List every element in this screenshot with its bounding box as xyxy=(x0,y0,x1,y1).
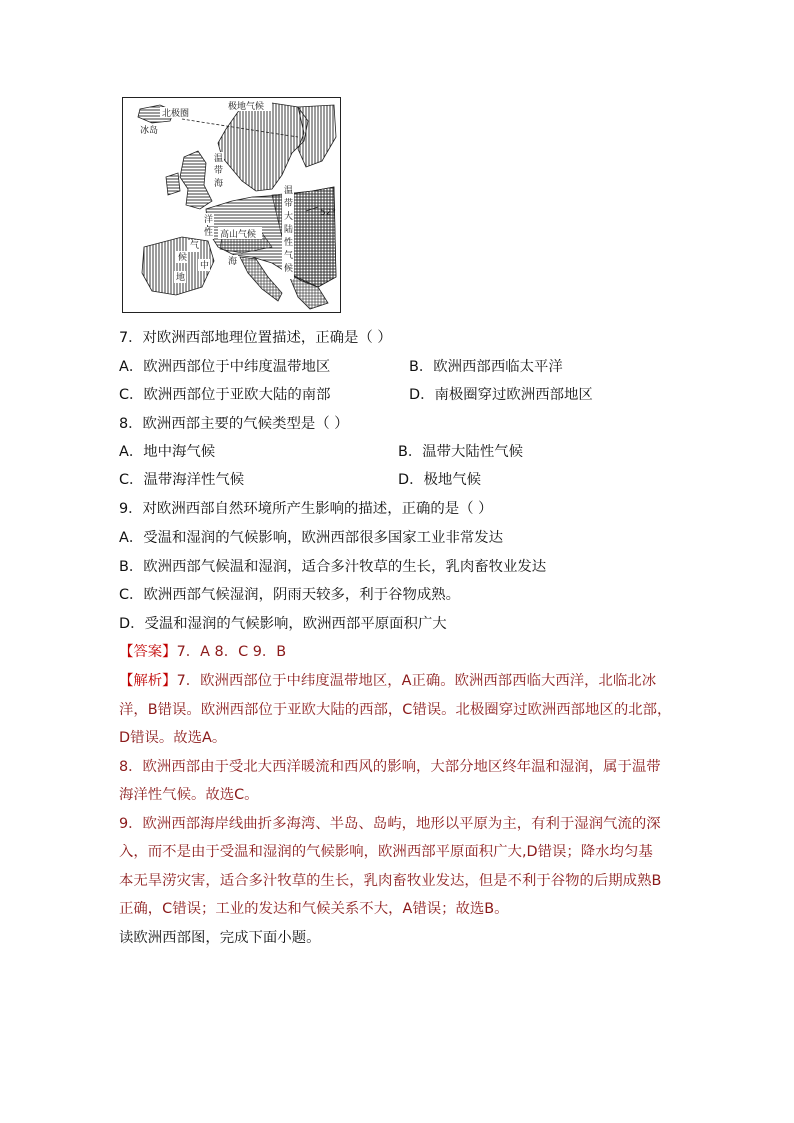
label-temperate-continental xyxy=(282,183,294,279)
question-9-option-c: C．欧洲西部气候湿润，阴雨天较多，利于谷物成熟。 xyxy=(119,587,461,603)
question-9-option-d: D．受温和湿润的气候影响，欧洲西部平原面积广大 xyxy=(119,616,447,632)
svg-text:温: 温 xyxy=(284,186,294,196)
question-7-stem: 7．对欧洲西部地理位置描述，正确是（ ） xyxy=(119,330,392,346)
svg-text:带: 带 xyxy=(284,199,294,209)
label-arctic-circle: 北极圈 xyxy=(162,109,190,119)
svg-text:海: 海 xyxy=(214,179,224,189)
analysis-tag: 【解析】 xyxy=(119,673,177,689)
question-8-option-c: C．温带海洋性气候 xyxy=(119,472,245,488)
svg-text:带: 带 xyxy=(214,166,224,176)
svg-text:候: 候 xyxy=(178,253,188,263)
analysis-line-2: 洋，B错误。欧洲西部位于亚欧大陆的西部，C错误。北极圈穿过欧洲西部地区的北部， xyxy=(119,702,672,718)
ireland-shape xyxy=(166,173,180,195)
question-9-option-a: A．受温和湿润的气候影响，欧洲西部很多国家工业非常发达 xyxy=(119,530,504,546)
europe-climate-map xyxy=(122,97,341,313)
next-question-prompt: 读欧洲西部图，完成下面小题。 xyxy=(119,930,321,946)
question-8-option-b: B．温带大陆性气候 xyxy=(398,444,523,460)
svg-text:陆: 陆 xyxy=(284,225,294,235)
svg-text:洋: 洋 xyxy=(204,215,214,225)
label-arctic-climate: 极地气候 xyxy=(228,102,265,112)
svg-text:气: 气 xyxy=(190,241,200,251)
question-7-option-c: C．欧洲西部位于亚欧大陆的南部 xyxy=(119,387,331,403)
analysis-line-4: 8．欧洲西部由于受北大西洋暖流和西风的影响，大部分地区终年温和湿润，属于温带 xyxy=(119,759,661,775)
question-9-option-b: B．欧洲西部气候温和湿润，适合多汁牧草的生长，乳肉畜牧业发达 xyxy=(119,559,547,575)
answer-line xyxy=(119,642,286,662)
label-latitude: 52° xyxy=(320,208,336,218)
map-svg xyxy=(122,97,341,313)
analysis-line-7: 入，而不是由于受温和湿润的气候影响，欧洲西部平原面积广大,D错误；降水均匀基 xyxy=(119,844,653,860)
answer-tag: 【答案】 xyxy=(119,644,177,660)
answer-text: 7．A 8．C 9．B xyxy=(176,644,287,660)
question-7-option-d: D．南极圈穿过欧洲西部地区 xyxy=(409,387,593,403)
analysis-line-9: 正确，C错误；工业的发达和气候关系不大，A错误；故选B。 xyxy=(119,901,509,917)
analysis-line-3: D错误。故选A。 xyxy=(119,730,227,746)
analysis-line-6: 9．欧洲西部海岸线曲折多海湾、半岛、岛屿，地形以平原为主，有利于湿润气流的深 xyxy=(119,816,661,832)
analysis-line-5: 海洋性气候。故选C。 xyxy=(119,787,259,803)
svg-text:中: 中 xyxy=(200,261,210,271)
svg-text:性: 性 xyxy=(284,238,294,248)
svg-text:大: 大 xyxy=(284,212,294,222)
svg-text:性: 性 xyxy=(204,228,214,238)
svg-text:海: 海 xyxy=(228,257,238,267)
question-9-stem: 9．对欧洲西部自然环境所产生影响的描述，正确的是（ ） xyxy=(119,501,493,517)
question-8-option-d: D．极地气候 xyxy=(398,472,482,488)
label-alpine: 高山气候 xyxy=(220,230,257,240)
question-8-option-a: A．地中海气候 xyxy=(119,444,216,460)
question-7-option-a: A．欧洲西部位于中纬度温带地区 xyxy=(119,359,331,375)
svg-text:温: 温 xyxy=(214,154,224,164)
svg-text:候: 候 xyxy=(284,264,294,274)
svg-text:气: 气 xyxy=(284,251,294,261)
analysis-line-8: 本无旱涝灾害，适合多汁牧草的生长，乳肉畜牧业发达，但是不利于谷物的后期成熟B xyxy=(119,873,662,889)
question-7-option-b: B．欧洲西部西临太平洋 xyxy=(409,359,563,375)
label-iceland: 冰岛 xyxy=(140,126,159,136)
question-8-stem: 8．欧洲西部主要的气候类型是（ ） xyxy=(119,416,349,432)
analysis-line-1: 【解析】7．欧洲西部位于中纬度温带地区，A正确。欧洲西部西临大西洋，北临北冰 xyxy=(119,673,657,689)
svg-text:地: 地 xyxy=(176,273,186,283)
